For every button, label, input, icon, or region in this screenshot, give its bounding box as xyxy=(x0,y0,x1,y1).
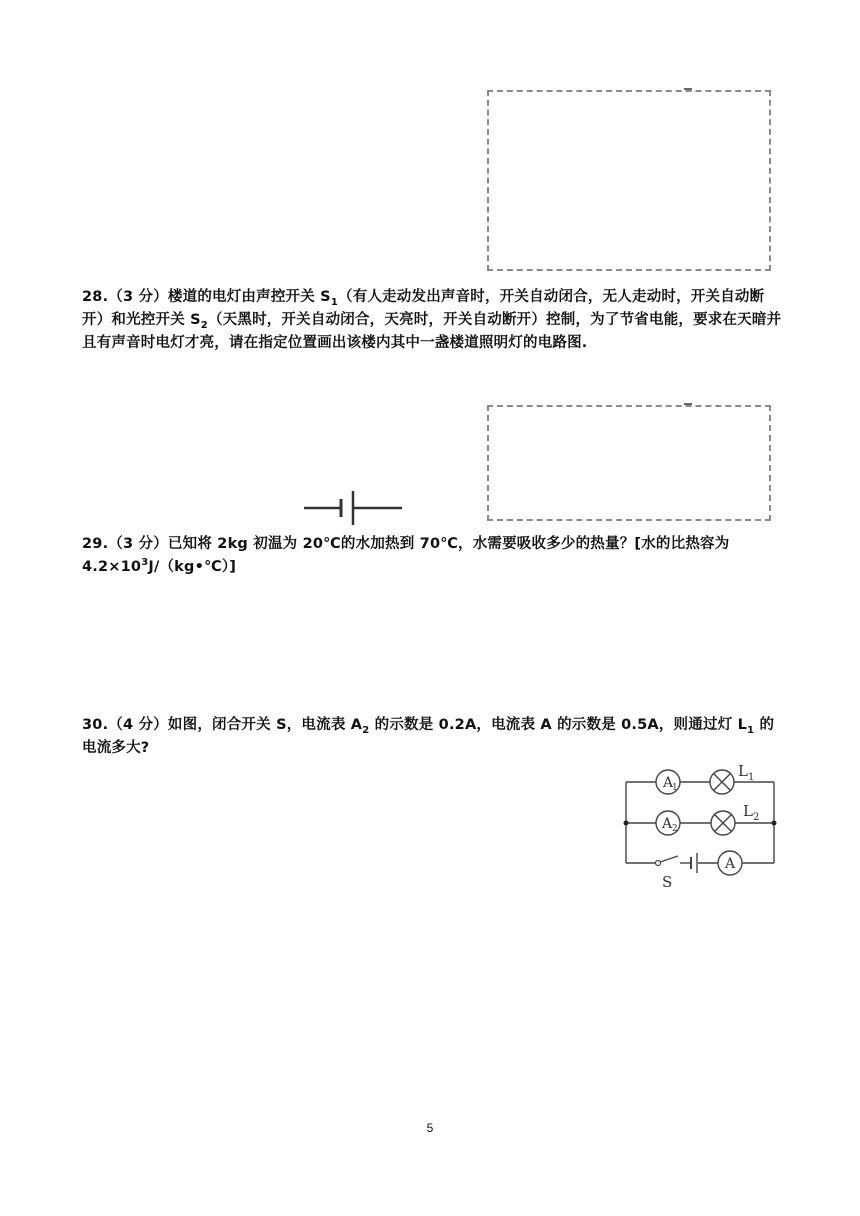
lamp-label: L xyxy=(738,762,748,780)
battery-symbol xyxy=(302,490,404,526)
ammeter-label: A xyxy=(725,856,736,872)
question-text: （有人走动发出声音时，开关自动闭合，无人走动时，开关自动断开）和光控开关 S xyxy=(82,289,765,328)
question-text: （3 分）楼道的电灯由声控开关 S xyxy=(108,289,331,305)
switch-label: S xyxy=(662,873,673,890)
ammeter-label: A xyxy=(662,816,673,832)
ammeter-a1 xyxy=(656,770,680,794)
question-number: 30. xyxy=(82,717,109,733)
question-text: J/（kg•℃）] xyxy=(148,559,237,575)
lamp-label: L xyxy=(743,802,753,820)
question-text: （3 分）已知将 2kg 初温为 20℃的水加热到 70℃，水需要吸收多少的热量？[水的比热容为 4.2×10 xyxy=(82,536,730,575)
page-number: 5 xyxy=(426,1121,434,1135)
lamp-subscript: 1 xyxy=(748,772,755,783)
ammeter-main xyxy=(718,851,742,875)
subscript: 2 xyxy=(362,724,370,736)
ammeter-a2 xyxy=(656,811,680,835)
question-text: （4 分）如图，闭合开关 S，电流表 A xyxy=(108,717,363,733)
answer-box-27 xyxy=(487,90,771,271)
question-text: 的示数是 0.2A，电流表 A 的示数是 0.5A，则通过灯 L xyxy=(369,717,748,733)
circuit-diagram xyxy=(618,760,786,890)
ammeter-subscript: 1 xyxy=(672,783,678,793)
lamp-l2 xyxy=(711,802,759,835)
box-corner-mark xyxy=(684,403,692,405)
superscript: 3 xyxy=(141,557,149,569)
question-number: 28. xyxy=(82,289,109,305)
question-29 xyxy=(82,533,782,579)
answer-box-28 xyxy=(487,405,771,521)
subscript: 2 xyxy=(200,319,208,331)
box-corner-mark xyxy=(684,88,692,90)
question-number: 29. xyxy=(82,536,109,552)
lamp-subscript: 2 xyxy=(753,812,760,823)
lamp-l1 xyxy=(710,762,754,794)
question-text: 的电流多大? xyxy=(82,717,775,756)
question-28 xyxy=(82,286,782,355)
subscript: 1 xyxy=(747,724,755,736)
subscript: 1 xyxy=(330,296,338,308)
question-text: （天黑时，开关自动闭合，天亮时，开关自动断开）控制，为了节省电能，要求在天暗并且有声音时电灯才亮，请在指定位置画出该楼内其中一盏楼道照明灯的电路图. xyxy=(82,312,782,351)
ammeter-subscript: 2 xyxy=(672,824,678,834)
ammeter-label: A xyxy=(663,775,674,791)
question-30 xyxy=(82,714,782,760)
